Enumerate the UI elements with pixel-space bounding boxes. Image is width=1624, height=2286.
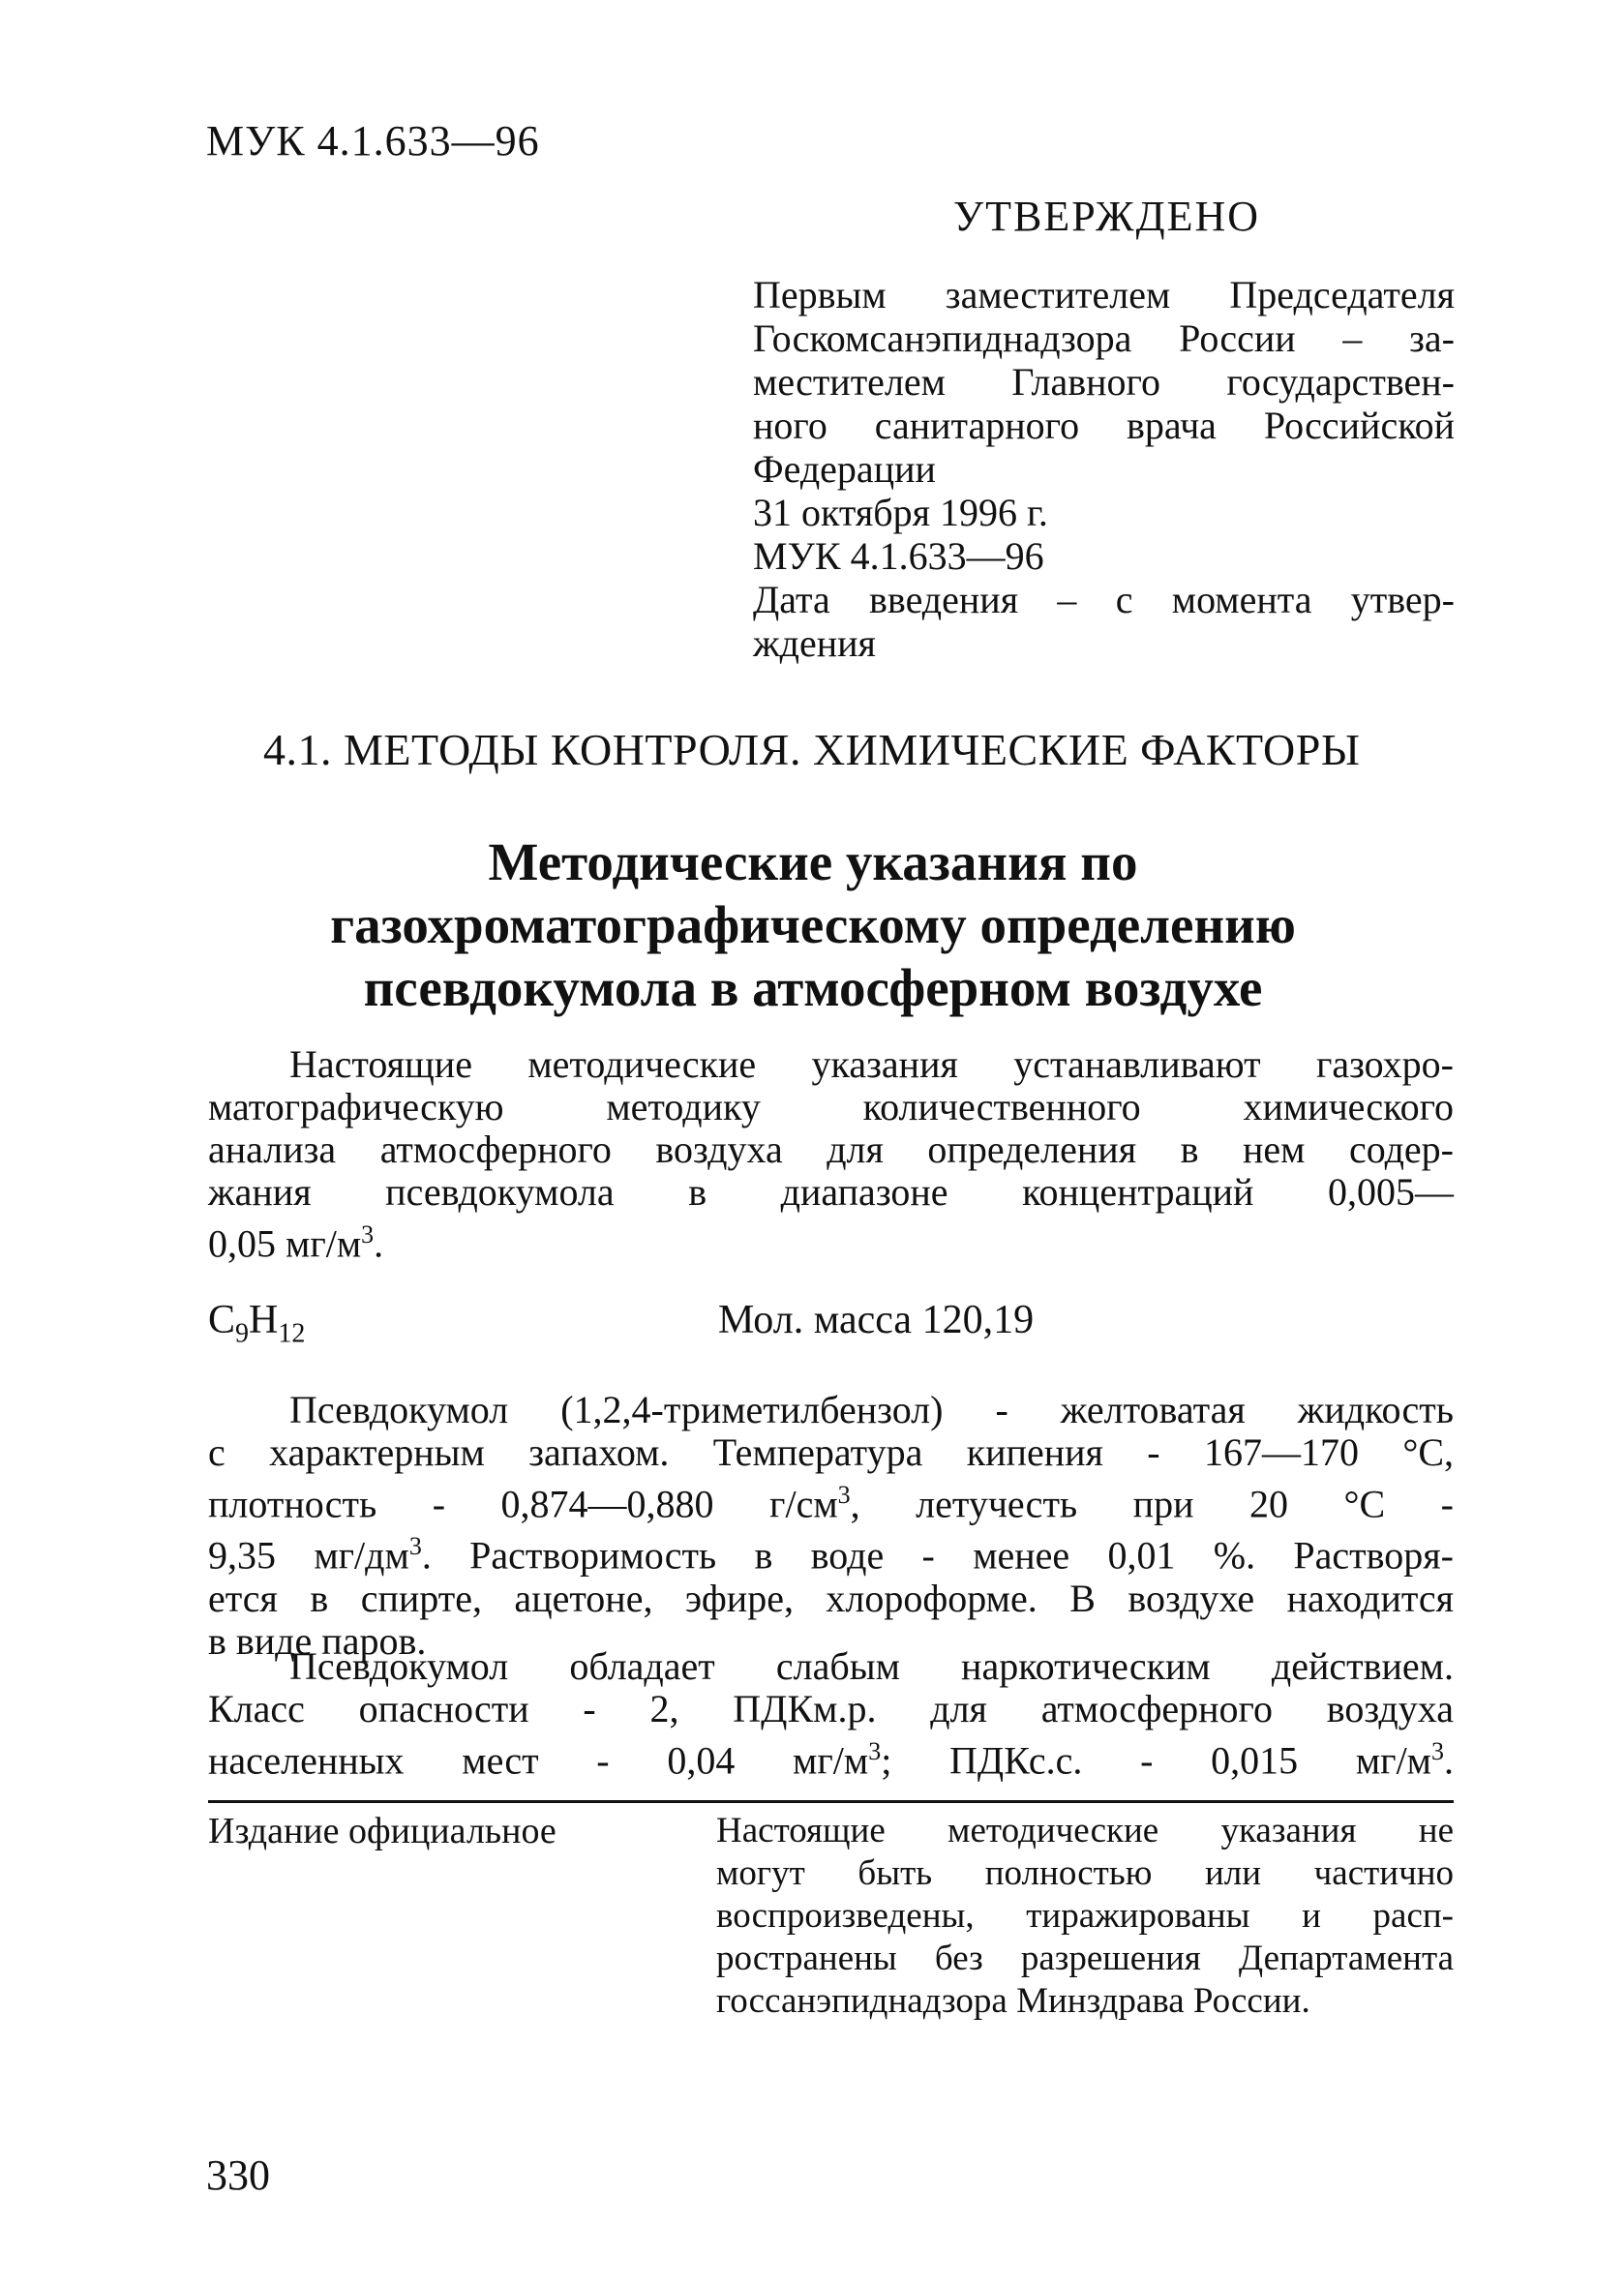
- edition-label: Издание официальное: [208, 1811, 556, 1851]
- intro-paragraph: [208, 1043, 1454, 1265]
- toxicity-line: Псевдокумол обладает слабым наркотическим действием.: [289, 1644, 1454, 1688]
- approved-heading: УТВЕРЖДЕНО: [953, 193, 1261, 240]
- formula-element: H: [249, 1298, 279, 1342]
- superscript: 3: [408, 1532, 422, 1561]
- properties-text: плотность - 0,874—0,880 г/см: [208, 1482, 838, 1526]
- approval-line: Госкомсанэпиднадзора России – за-: [753, 316, 1455, 360]
- intro-line: анализа атмосферного воздуха для определения в нем содер-: [208, 1128, 1454, 1171]
- title-line: газохроматографическому определению: [330, 895, 1296, 954]
- superscript: 3: [837, 1481, 851, 1509]
- chemical-formula: [208, 1297, 305, 1349]
- title-line: псевдокумола в атмосферном воздухе: [363, 958, 1263, 1017]
- properties-line: [208, 1474, 1454, 1525]
- notice-line: госсанэпиднадзора Минздрава России.: [716, 1981, 1310, 2021]
- molecular-mass: Мол. масса 120,19: [718, 1298, 1035, 1342]
- properties-text: . Растворимость в воде - менее 0,01 %. Растворя-: [421, 1533, 1454, 1578]
- toxicity-text: населенных мест - 0,04 мг/м: [208, 1738, 869, 1783]
- superscript: 3: [1431, 1737, 1444, 1765]
- properties-line: с характерным запахом. Температура кипения - 167—170 °С,: [208, 1430, 1454, 1474]
- toxicity-text: .: [1444, 1738, 1454, 1783]
- formula-subscript: 12: [278, 1318, 306, 1349]
- page-number: 330: [206, 2151, 270, 2199]
- toxicity-text: ; ПДКс.с. - 0,015 мг/м: [881, 1738, 1431, 1783]
- section-heading: 4.1. МЕТОДЫ КОНТРОЛЯ. ХИМИЧЕСКИЕ ФАКТОРЫ: [263, 725, 1361, 774]
- intro-text: 0,05 мг/м: [208, 1221, 362, 1266]
- intro-text: .: [374, 1221, 384, 1266]
- properties-paragraph: [208, 1389, 1454, 1663]
- approval-line: Дата введения – с момента утвер-: [753, 578, 1455, 621]
- superscript: 3: [361, 1220, 375, 1248]
- intro-line: Настоящие методические указания устанавливают газохро-: [289, 1042, 1454, 1086]
- notice-line: ространены без разрешения Департамента: [716, 1939, 1454, 1978]
- approval-line: ждения: [753, 621, 876, 665]
- approval-line: местителем Главного государствен-: [753, 360, 1455, 404]
- formula-subscript: 9: [235, 1318, 250, 1349]
- superscript: 3: [868, 1737, 882, 1765]
- intro-line: жания псевдокумола в диапазоне концентраций 0,005—: [208, 1170, 1454, 1214]
- intro-line: [208, 1214, 1454, 1265]
- toxicity-line: [208, 1730, 1454, 1782]
- approval-line: ного санитарного врача Российской: [753, 404, 1455, 447]
- toxicity-line: Класс опасности - 2, ПДКм.р. для атмосферного воздуха: [208, 1687, 1454, 1730]
- properties-text: 9,35 мг/дм: [208, 1533, 409, 1578]
- notice-line: Настоящие методические указания не: [716, 1811, 1454, 1850]
- properties-line: [208, 1525, 1454, 1577]
- title-line: Методические указания по: [488, 832, 1138, 891]
- doc-code: МУК 4.1.633—96: [206, 117, 540, 165]
- toxicity-paragraph: [208, 1645, 1454, 1782]
- properties-line: ется в спирте, ацетоне, эфире, хлороформе. В воздухе находится: [208, 1576, 1454, 1620]
- properties-text: , летучесть при 20 °С -: [850, 1482, 1454, 1526]
- properties-line: Псевдокумол (1,2,4-триметилбензол) - желтоватая жидкость: [289, 1388, 1454, 1431]
- notice-line: могут быть полностью или частично: [716, 1853, 1454, 1893]
- approval-line: Федерации: [753, 447, 936, 491]
- copyright-notice: [716, 1810, 1454, 2023]
- properties-line: в виде паров.: [208, 1618, 427, 1663]
- document-title: [232, 830, 1394, 1019]
- approval-code: МУК 4.1.633—96: [753, 534, 1044, 578]
- notice-line: воспроизведены, тиражированы и расп-: [716, 1896, 1454, 1936]
- intro-line: матографическую методику количественного химического: [208, 1085, 1454, 1128]
- approval-line: Первым заместителем Председателя: [753, 273, 1455, 316]
- footer-divider: [208, 1800, 1454, 1803]
- approval-date: 31 октября 1996 г.: [753, 491, 1048, 534]
- approval-block: [753, 273, 1455, 665]
- formula-element: C: [208, 1298, 236, 1342]
